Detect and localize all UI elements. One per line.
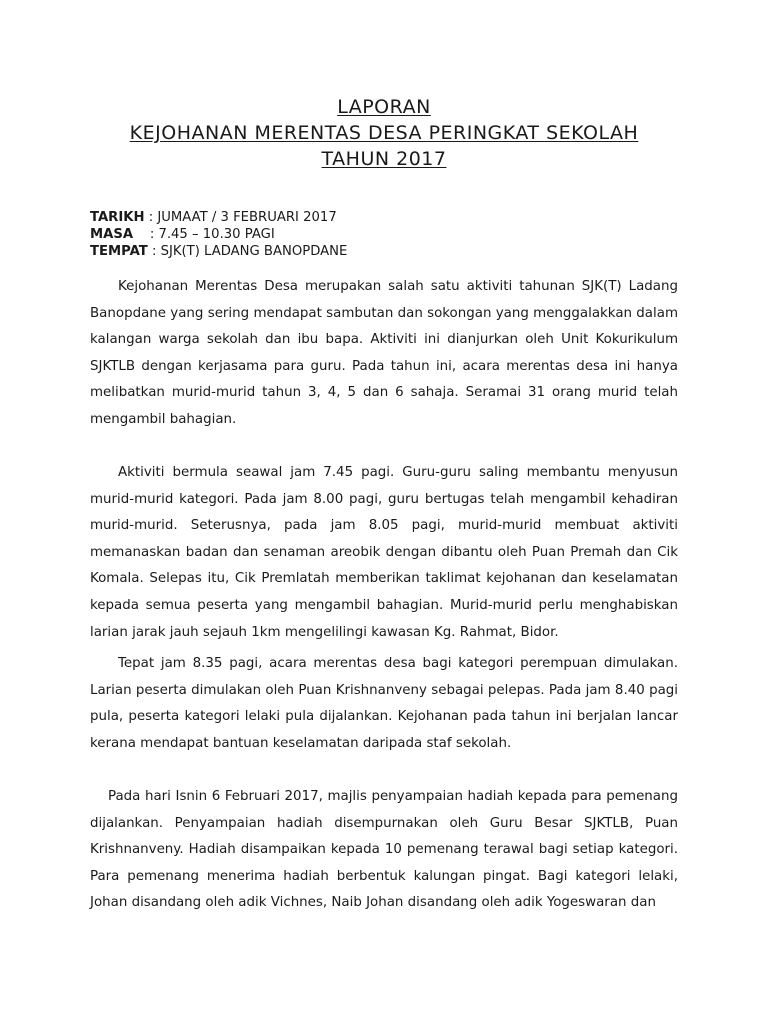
time-label: MASA	[90, 227, 134, 242]
title-text-2: KEJOHANAN MERENTAS DESA PERINGKAT SEKOLAH	[129, 122, 639, 144]
paragraph-2: Aktiviti bermula seawal jam 7.45 pagi. Guru-guru saling membantu menyusun murid-murid kategori. Pada jam 8.00 pagi, guru bertugas telah mengambil kehadiran murid-murid. Seterusnya, pada jam 8.05 pagi, murid-murid membuat aktiviti memanaskan badan dan senaman areobik dengan dibantu oleh Puan Premah dan Cik Komala. Selepas itu, Cik Premlatah memberikan taklimat kejohanan dan keselamatan kepada semua peserta yang mengambil bahagian. Murid-murid perlu menghabiskan larian jarak jauh sejauh 1km mengelilingi kawasan Kg. Rahmat, Bidor.	[90, 465, 678, 640]
title-line-2	[90, 120, 678, 146]
title-text-3: TAHUN 2017	[321, 148, 447, 170]
time-value: : 7.45 – 10.30 PAGI	[133, 227, 275, 242]
paragraph-1: Kejohanan Merentas Desa merupakan salah satu aktiviti tahunan SJK(T) Ladang Banopdane yang sering mendapat sambutan dan sokongan yang menggalakkan dalam kalangan warga sekolah dan ibu bapa. Aktiviti ini dianjurkan oleh Unit Kokurikulum SJKTLB dengan kerjasama para guru. Pada tahun ini, acara merentas desa ini hanya melibatkan murid-murid tahun 3, 4, 5 dan 6 sahaja. Seramai 31 orang murid telah mengambil bahagian.	[90, 279, 678, 427]
title-text-1: LAPORAN	[337, 96, 431, 118]
place-value: : SJK(T) LADANG BANOPDANE	[147, 244, 348, 259]
report-meta	[90, 209, 678, 260]
meta-place	[90, 243, 678, 260]
paragraph-3: Tepat jam 8.35 pagi, acara merentas desa bagi kategori perempuan dimulakan. Larian peserta dimulakan oleh Puan Krishnanveny sebagai pelepas. Pada jam 8.40 pagi pula, peserta kategori lelaki pula dijalankan. Kejohanan pada tahun ini berjalan lancar kerana mendapat bantuan keselamatan daripada staf sekolah.	[90, 656, 678, 751]
title-line-3	[90, 146, 678, 172]
date-value: : JUMAAT / 3 FEBRUARI 2017	[144, 210, 337, 225]
meta-time	[90, 226, 678, 243]
date-label: TARIKH	[90, 210, 145, 225]
paragraph-4: Pada hari Isnin 6 Februari 2017, majlis penyampaian hadiah kepada para pemenang dijalankan. Penyampaian hadiah disempurnakan oleh Guru Besar SJKTLB, Puan Krishnanveny. Hadiah disampaikan kepada 10 pemenang terawal bagi setiap kategori. Para pemenang menerima hadiah berbentuk kalungan pingat. Bagi kategori lelaki, Johan disandang oleh adik Vichnes, Naib Johan disandang oleh adik Yogeswaran dan	[90, 789, 678, 911]
report-title	[90, 94, 678, 172]
place-label: TEMPAT	[90, 244, 148, 259]
title-line-1	[90, 94, 678, 120]
meta-date	[90, 209, 678, 226]
